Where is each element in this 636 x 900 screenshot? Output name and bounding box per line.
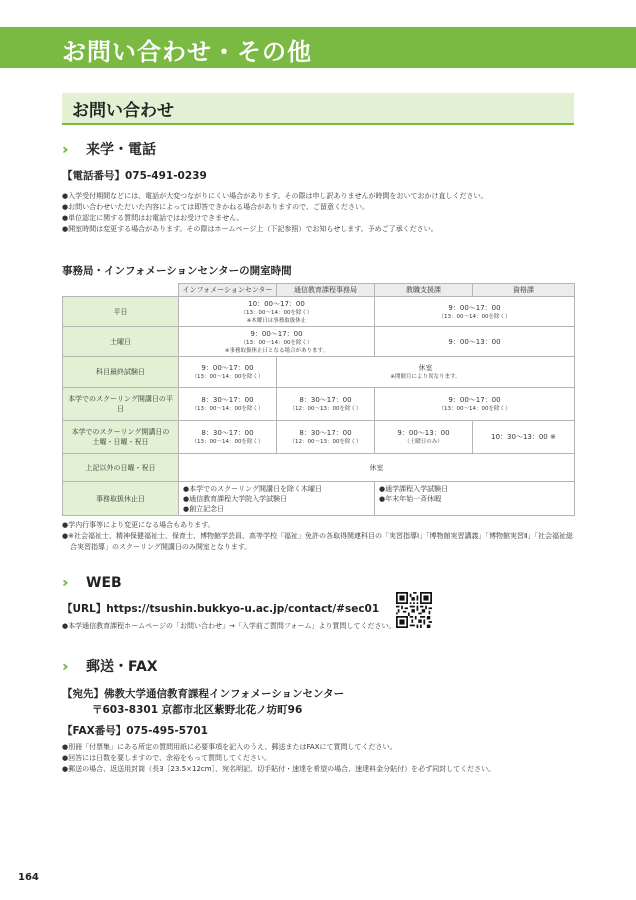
table-row [63,454,575,482]
mail-notes [62,742,495,775]
cell: 休室 [179,454,575,482]
mail-note: ●別冊「付票集」にある所定の質問用紙に必要事項を記入のうえ、郵送またはFAXにて質問してください。 [62,743,397,751]
section-title: お問い合わせ [72,101,174,121]
hours-note: ●学内行事等により変更になる場合もあります。 [62,521,215,529]
double-chevron-icon: ›› [62,575,64,591]
web-heading: ›› WEB [62,575,122,591]
col-qualification: 資格課 [473,284,575,297]
phone-note: ●入学受付期間などには、電話が大変つながりにくい場合があります。その際は申し訳ありませんが時間をおいておかけ直しください。 [62,192,488,200]
table-corner [63,284,179,297]
hours-note: ●※社会福祉士、精神保健福祉士、保育士、博物館学芸員、高等学校「福祉」免許の各取得関連科目の「実習指導Ⅰ」「博物館実習講義」「博物館実習Ⅱ」「社会福祉総 [62,532,573,540]
mail-address-label: 【宛先】佛教大学通信教育課程インフォメーションセンター [62,688,345,700]
hours-table-title: 事務局・インフォメーションセンターの開室時間 [62,265,292,277]
phone-note: ●開室時間は変更する場合があります。その際はホームページ上（下記参照）でお知らせします。予めご了承ください。 [62,225,438,233]
hours-note: 合実習指導」のスクーリング開講日のみ開室となります。 [70,543,252,551]
phone-note: ●単位認定に関する質問はお電話ではお受けできません。 [62,214,244,222]
phone-number-label: 【電話番号】075-491-0239 [62,170,207,182]
table-row [63,421,575,454]
cell: ●通学課程入学試験日 ●年末年始一斉休暇 [375,482,575,516]
web-url-link[interactable]: 【URL】https://tsushin.bukkyo-u.ac.jp/contact/#sec01 [62,603,380,615]
cell: 8：30〜17：00 （13：00〜14：00を除く） [179,421,277,454]
qr-code-icon[interactable] [396,592,432,628]
cell: 9：00〜17：00 （13：00〜14：00を除く） [375,388,575,421]
cell: 10：00〜17：00 （13：00〜14：00を除く） ※木曜日は事務取扱休止 [179,297,375,327]
cell: 9：00〜17：00 （13：00〜14：00を除く） [179,357,277,388]
mail-heading: ›› 郵送・FAX [62,659,158,675]
hours-notes [62,520,573,553]
cell: 8：30〜17：00 （13：00〜14：00を除く） [179,388,277,421]
row-header: 本学でのスクーリング開講日の平日 [63,388,179,421]
section-header [62,93,574,125]
mail-note: ●回答には日数を要しますので、余裕をもって質問してください。 [62,754,271,762]
phone-heading: ›› 来学・電話 [62,142,156,158]
fax-number-label: 【FAX番号】075-495-5701 [62,725,208,737]
cell: 9：00〜17：00 （13：00〜14：00を除く） ※事務取扱休止日となる場合があります。 [179,327,375,357]
row-header: 平日 [63,297,179,327]
cell: 8：30〜17：00 （12：00〜13：00を除く） [277,421,375,454]
page-title-band [0,27,636,68]
phone-notes [62,191,488,235]
mail-address-line: 〒603-8301 京都市北区紫野北花ノ坊町96 [92,704,303,716]
table-header-row [63,284,575,297]
double-chevron-icon: ›› [62,659,64,675]
cell: 9：00〜17：00 （13：00〜14：00を除く） [375,297,575,327]
row-header: 土曜日 [63,327,179,357]
page-number: 164 [18,872,39,883]
cell: 10：30〜13：00 ※ [473,421,575,454]
double-chevron-icon: ›› [62,142,64,158]
table-row [63,327,575,357]
table-row [63,388,575,421]
page-title: お問い合わせ・その他 [62,38,312,66]
cell: 9：00〜13：00 [375,327,575,357]
cell: 8：30〜17：00 （12：00〜13：00を除く） [277,388,375,421]
hours-table [62,283,575,516]
row-header: 事務取扱休止日 [63,482,179,516]
table-row [63,482,575,516]
cell: 休室 ※開催月により異なります。 [277,357,575,388]
table-row [63,357,575,388]
col-office: 通信教育課程事務局 [277,284,375,297]
col-teaching-support: 教職支援課 [375,284,473,297]
row-header: 本学でのスクーリング開講日の 土曜・日曜・祝日 [63,421,179,454]
col-info-center: インフォメーションセンター [179,284,277,297]
cell: ●本学でのスクーリング開講日を除く木曜日 ●通信教育課程大学院入学試験日 ●創立記念日 [179,482,375,516]
phone-note: ●お問い合わせいただいた内容によっては即答できかねる場合がありますので、ご留意ください。 [62,203,369,211]
row-header: 上記以外の日曜・祝日 [63,454,179,482]
web-notes [62,621,395,632]
row-header: 科目最終試験日 [63,357,179,388]
cell: 9：00〜13：00 （土曜日のみ） [375,421,473,454]
mail-note: ●郵送の場合、返送用封筒（長3［23.5×12cm］、宛名明記、切手貼付・速達を希望の場合、速達料金分貼付）を必ず同封してください。 [62,765,496,773]
web-note: ●本学通信教育課程ホームページの「お問い合わせ」→「入学前ご質問フォーム」より質問してください。 [62,622,396,630]
table-row [63,297,575,327]
